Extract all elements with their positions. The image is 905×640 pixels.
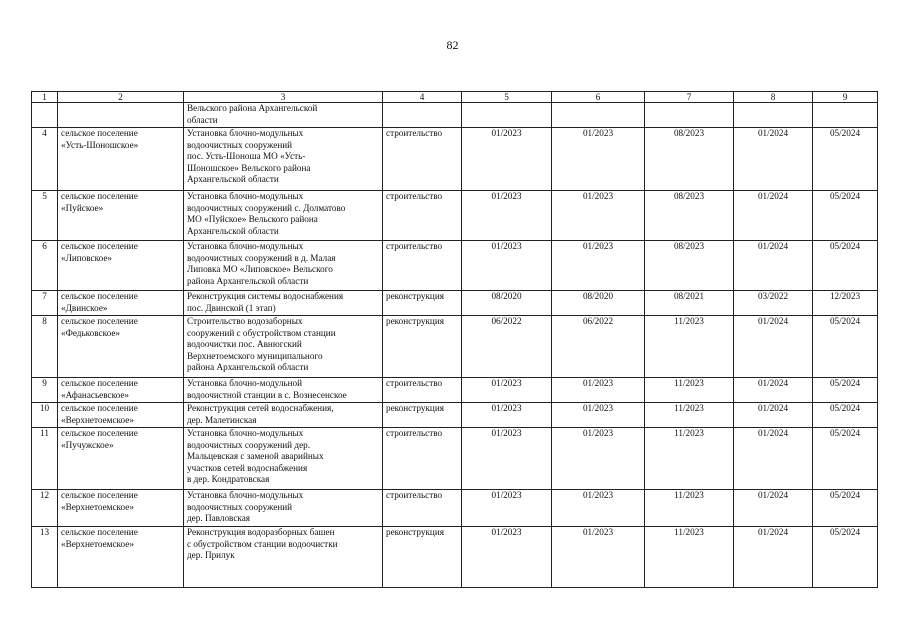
- date-cell: 05/2024: [813, 403, 878, 428]
- project-cell: Установка блочно-модульных водоочистных сооружений в д. Малая Липовка МО «Липовское» Вельского района Архангельской области: [184, 241, 383, 291]
- date-cell: 11/2023: [645, 428, 734, 490]
- row-number: 12: [32, 490, 58, 527]
- schedule-table: [31, 91, 878, 588]
- date-cell: 01/2023: [462, 241, 552, 291]
- date-cell: 11/2023: [645, 316, 734, 378]
- column-number: 9: [813, 92, 878, 103]
- date-cell: 01/2024: [734, 527, 813, 588]
- work-type-cell: строительство: [383, 428, 462, 490]
- settlement-cell: сельское поселение «Липовское»: [58, 241, 184, 291]
- work-type-cell: реконструкция: [383, 316, 462, 378]
- date-cell: 01/2024: [734, 191, 813, 241]
- project-cell: Реконструкция системы водоснабжения пос. Двинской (1 этап): [184, 291, 383, 316]
- date-cell: 01/2023: [552, 241, 645, 291]
- settlement-cell: сельское поселение «Федьковское»: [58, 316, 184, 378]
- date-cell: 01/2023: [552, 128, 645, 191]
- date-cell: 11/2023: [645, 378, 734, 403]
- project-cell: Установка блочно-модульной водоочистной станции в с. Вознесенское: [184, 378, 383, 403]
- column-number: 4: [383, 92, 462, 103]
- date-cell: 08/2023: [645, 241, 734, 291]
- row-number: 6: [32, 241, 58, 291]
- date-cell: [734, 103, 813, 128]
- project-cell: Вельского района Архангельской области: [184, 103, 383, 128]
- table-row: [32, 191, 878, 241]
- date-cell: 01/2023: [462, 403, 552, 428]
- page-number: 82: [446, 38, 459, 52]
- date-cell: 06/2022: [462, 316, 552, 378]
- project-cell: Реконструкция сетей водоснабжения, дер. Малетинская: [184, 403, 383, 428]
- date-cell: 01/2023: [552, 527, 645, 588]
- date-cell: 05/2024: [813, 128, 878, 191]
- column-number: 6: [552, 92, 645, 103]
- settlement-cell: [58, 103, 184, 128]
- table-row: [32, 490, 878, 527]
- column-number: 5: [462, 92, 552, 103]
- settlement-cell: сельское поселение «Усть-Шоношское»: [58, 128, 184, 191]
- table-row: [32, 103, 878, 128]
- date-cell: 01/2023: [552, 378, 645, 403]
- date-cell: 01/2024: [734, 316, 813, 378]
- work-type-cell: реконструкция: [383, 291, 462, 316]
- date-cell: 08/2021: [645, 291, 734, 316]
- work-type-cell: строительство: [383, 378, 462, 403]
- row-number: 10: [32, 403, 58, 428]
- project-cell: Установка блочно-модульных водоочистных сооружений пос. Усть-Шоноша МО «Усть- Шоношское» Вельского района Архангельской области: [184, 128, 383, 191]
- date-cell: 11/2023: [645, 490, 734, 527]
- table-row: [32, 527, 878, 588]
- settlement-cell: сельское поселение «Верхнетоемское»: [58, 403, 184, 428]
- date-cell: 01/2023: [462, 128, 552, 191]
- column-number: 3: [184, 92, 383, 103]
- work-type-cell: строительство: [383, 191, 462, 241]
- work-type-cell: [383, 103, 462, 128]
- date-cell: 01/2023: [552, 191, 645, 241]
- work-type-cell: строительство: [383, 241, 462, 291]
- date-cell: 01/2023: [552, 403, 645, 428]
- table-row: [32, 378, 878, 403]
- row-number: [32, 103, 58, 128]
- column-number: 8: [734, 92, 813, 103]
- work-type-cell: строительство: [383, 490, 462, 527]
- row-number: 8: [32, 316, 58, 378]
- project-cell: Установка блочно-модульных водоочистных сооружений с. Долматово МО «Пуйское» Вельского района Архангельской области: [184, 191, 383, 241]
- column-number: 7: [645, 92, 734, 103]
- date-cell: 05/2024: [813, 527, 878, 588]
- date-cell: 08/2023: [645, 191, 734, 241]
- date-cell: 08/2020: [552, 291, 645, 316]
- settlement-cell: сельское поселение «Афанасьевское»: [58, 378, 184, 403]
- date-cell: 11/2023: [645, 527, 734, 588]
- settlement-cell: сельское поселение «Верхнетоемское»: [58, 527, 184, 588]
- date-cell: 05/2024: [813, 490, 878, 527]
- date-cell: 01/2023: [552, 428, 645, 490]
- date-cell: 01/2023: [462, 191, 552, 241]
- date-cell: 01/2024: [734, 378, 813, 403]
- date-cell: [552, 103, 645, 128]
- row-number: 11: [32, 428, 58, 490]
- work-type-cell: строительство: [383, 128, 462, 191]
- project-cell: Установка блочно-модульных водоочистных сооружений дер. Павловская: [184, 490, 383, 527]
- table-row: [32, 291, 878, 316]
- work-type-cell: реконструкция: [383, 527, 462, 588]
- table-row: [32, 403, 878, 428]
- settlement-cell: сельское поселение «Пучужское»: [58, 428, 184, 490]
- project-cell: Установка блочно-модульных водоочистных сооружений дер. Мальцевская с заменой аварийных участков сетей водоснабжения в дер. Кондратовская: [184, 428, 383, 490]
- date-cell: 05/2024: [813, 316, 878, 378]
- settlement-cell: сельское поселение «Двинское»: [58, 291, 184, 316]
- date-cell: [813, 103, 878, 128]
- date-cell: 05/2024: [813, 241, 878, 291]
- column-number: 2: [58, 92, 184, 103]
- date-cell: 01/2023: [462, 490, 552, 527]
- row-number: 9: [32, 378, 58, 403]
- date-cell: 01/2023: [462, 378, 552, 403]
- project-cell: Реконструкция водоразборных башен с обустройством станции водоочистки дер. Прилук: [184, 527, 383, 588]
- project-cell: Строительство водозаборных сооружений с обустройством станции водоочистки пос. Авнюгский Верхнетоемского муниципального района Архангельской области: [184, 316, 383, 378]
- date-cell: 08/2020: [462, 291, 552, 316]
- row-number: 4: [32, 128, 58, 191]
- table-row: [32, 128, 878, 191]
- row-number: 7: [32, 291, 58, 316]
- date-cell: 01/2024: [734, 490, 813, 527]
- date-cell: [645, 103, 734, 128]
- date-cell: 06/2022: [552, 316, 645, 378]
- table-row: [32, 428, 878, 490]
- date-cell: [462, 103, 552, 128]
- date-cell: 01/2024: [734, 403, 813, 428]
- table-row: [32, 316, 878, 378]
- date-cell: 01/2024: [734, 428, 813, 490]
- settlement-cell: сельское поселение «Пуйское»: [58, 191, 184, 241]
- work-type-cell: реконструкция: [383, 403, 462, 428]
- date-cell: 01/2024: [734, 241, 813, 291]
- column-number: 1: [32, 92, 58, 103]
- date-cell: 01/2024: [734, 128, 813, 191]
- date-cell: 01/2023: [462, 527, 552, 588]
- row-number: 5: [32, 191, 58, 241]
- date-cell: 11/2023: [645, 403, 734, 428]
- date-cell: 08/2023: [645, 128, 734, 191]
- date-cell: 05/2024: [813, 191, 878, 241]
- settlement-cell: сельское поселение «Верхнетоемское»: [58, 490, 184, 527]
- date-cell: 05/2024: [813, 378, 878, 403]
- date-cell: 03/2022: [734, 291, 813, 316]
- date-cell: 12/2023: [813, 291, 878, 316]
- date-cell: 01/2023: [552, 490, 645, 527]
- date-cell: 01/2023: [462, 428, 552, 490]
- table-row: [32, 241, 878, 291]
- row-number: 13: [32, 527, 58, 588]
- column-number-row: [32, 92, 878, 103]
- date-cell: 05/2024: [813, 428, 878, 490]
